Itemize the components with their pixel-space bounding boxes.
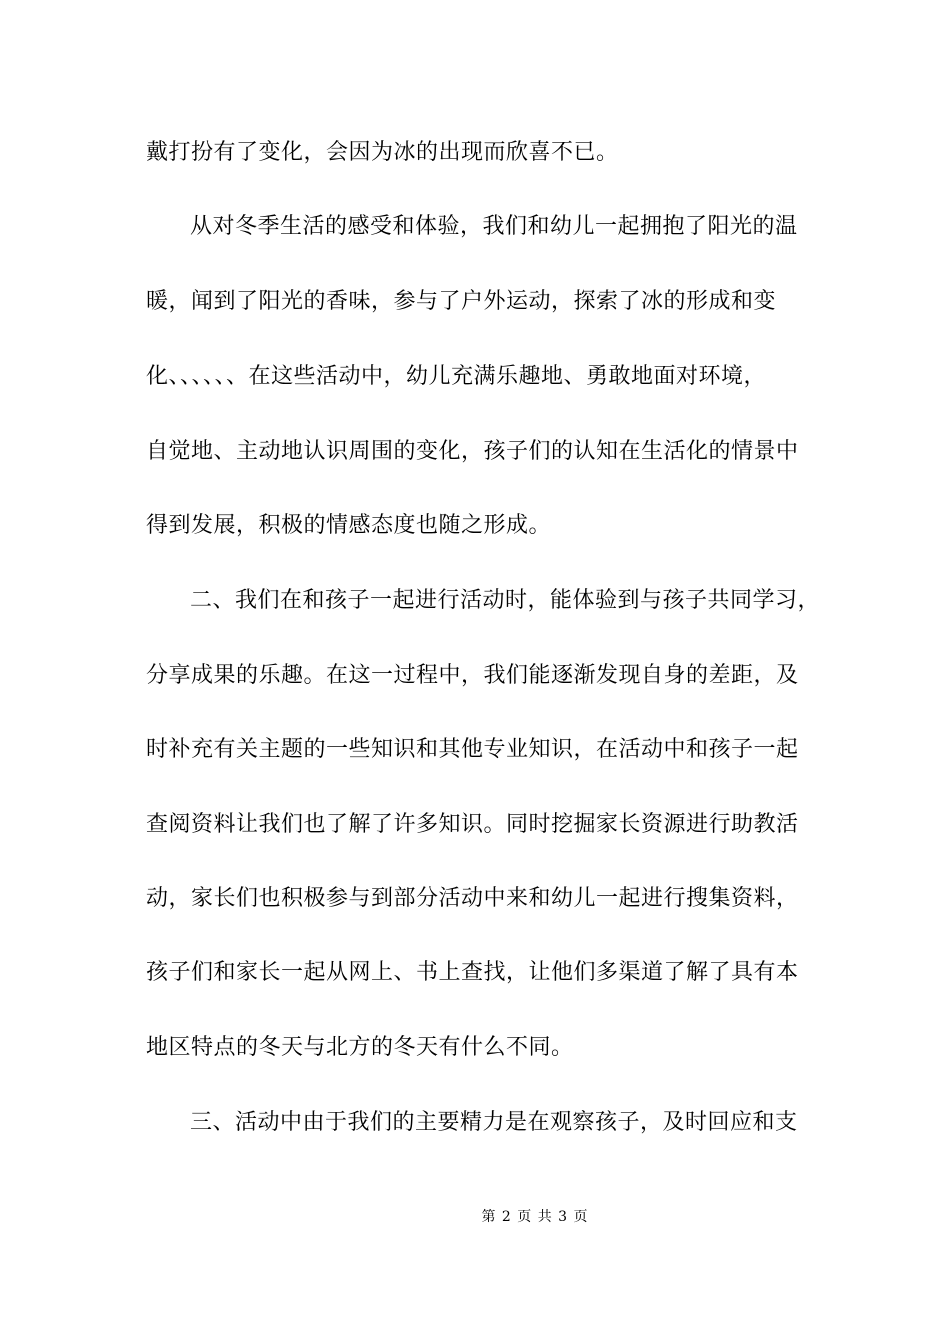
paragraph-3-line-4: 查阅资料让我们也了解了许多知识。同时挖掘家长资源进行助教活 [146,812,799,837]
page-number-footer: 第 2 页 共 3 页 [481,1209,589,1225]
paragraph-2-line-5: 得到发展，积极的情感态度也随之形成。 [146,513,552,538]
paragraph-2-line-4: 自觉地、主动地认识周围的变化，孩子们的认知在生活化的情景中 [146,439,799,464]
paragraph-3-line-2: 分享成果的乐趣。在这一过程中，我们能逐渐发现自身的差距，及 [146,663,799,688]
paragraph-2-line-3: 化、、、、、、在这些活动中，幼儿充满乐趣地、勇敢地面对环境， [146,364,767,389]
paragraph-1-line-1: 戴打扮有了变化，会因为冰的出现而欣喜不已。 [146,140,619,165]
paragraph-2-line-2: 暖，闻到了阳光的香味，参与了户外运动，探索了冰的形成和变 [146,289,777,314]
paragraph-4-line-1: 三、活动中由于我们的主要精力是在观察孩子，及时回应和支 [190,1110,798,1135]
paragraph-3-line-3: 时补充有关主题的一些知识和其他专业知识，在活动中和孩子一起 [146,737,799,762]
paragraph-2-line-1: 从对冬季生活的感受和体验，我们和幼儿一起拥抱了阳光的温 [190,214,798,239]
paragraph-3-line-6: 孩子们和家长一起从网上、书上查找，让他们多渠道了解了具有本 [146,960,799,985]
paragraph-3-line-7: 地区特点的冬天与北方的冬天有什么不同。 [146,1035,574,1060]
paragraph-3-line-5: 动，家长们也积极参与到部分活动中来和幼儿一起进行搜集资料， [146,886,799,911]
paragraph-3-line-1: 二、我们在和孩子一起进行活动时，能体验到与孩子共同学习， [190,588,821,613]
